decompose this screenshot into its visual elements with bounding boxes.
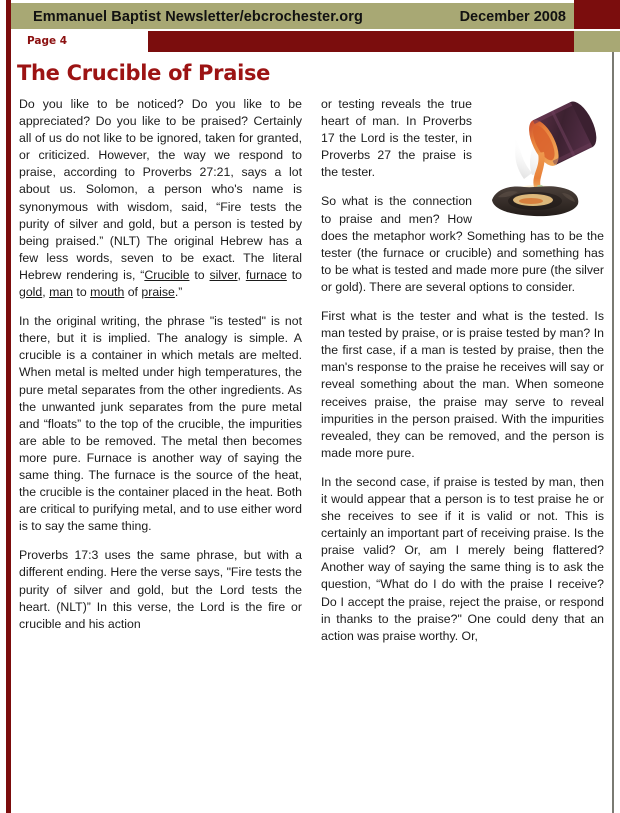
- keyword-gold: gold: [19, 285, 43, 300]
- para1-join-6: of: [124, 285, 142, 300]
- paragraph-right-3: First what is the tester and what is the tested. Is man tested by praise, or is praise tested by man? In the first case, if a man is tested by praise, then the man's response to the praise he receives will say or reveal something about the man. When someone receives praise, the praise may serve to reveal impurities in the person praised. With the impurities revealed, they can be removed, and the person is made more pure.: [321, 309, 604, 460]
- article-headline: The Crucible of Praise: [17, 61, 271, 85]
- newsletter-title: Emmanuel Baptist Newsletter/ebcrochester.org: [33, 9, 363, 25]
- keyword-man: man: [49, 285, 74, 300]
- paragraph-left-1: [19, 96, 302, 301]
- article-column-left: [19, 96, 302, 633]
- masthead: [0, 0, 620, 29]
- paragraph-right-2: So what is the connection to praise and men? How does the metaphor work? Something has to be the tester (the furnace or crucible) and something has to be what is tested and made more pure (the silver or gold). There are several options to consider.: [321, 194, 604, 294]
- keyword-silver: silver: [209, 267, 238, 282]
- para1-join-3: to: [286, 267, 302, 282]
- page-number-band: [0, 31, 620, 52]
- para1-tail: .”: [174, 285, 183, 300]
- masthead-band: [11, 3, 574, 29]
- page-number-label: Page 4: [27, 35, 68, 47]
- paragraph-left-2: In the original writing, the phrase "is tested" is not there, but it is implied. The analogy is simple. A crucible is a container in which metals are melted. When metal is melted under high temperatures, the pure metal separates from the other ingredients. As the unwanted junk separates from the pure metal and “floats” to the top of the crucible, the impurities are able to be removed. The metal then becomes more pure. Furnace is another way of saying the same thing. The furnace is the source of the heat, the crucible is the container placed in the heat. Both are critical to purifying metal, and to use either word is to say the same thing.: [19, 314, 302, 534]
- para1-join-5: to: [73, 285, 91, 300]
- para1-join-4: ,: [42, 285, 50, 300]
- left-edge-rule: [6, 0, 11, 813]
- crucible-illustration-svg: [480, 97, 604, 219]
- page-number-plate: [11, 31, 148, 52]
- paragraph-left-3: Proverbs 17:3 uses the same phrase, but with a different ending. Here the verse says, "Fire tests the purity of silver and gold, but the Lord tests the heart. (NLT)” In this verse, the Lord is the fire or crucible and his action: [19, 548, 303, 631]
- keyword-crucible: Crucible: [144, 267, 190, 282]
- keyword-furnace: furnace: [245, 267, 287, 282]
- crucible-illustration: [480, 97, 604, 219]
- issue-date: December 2008: [459, 9, 566, 25]
- para1-join-2: ,: [237, 267, 246, 282]
- masthead-accent-block: [574, 0, 620, 29]
- page-band-rule: [148, 31, 574, 52]
- paragraph-right-4: In the second case, if praise is tested by man, then it would appear that a person is to test praise he or she receives to see if it is valid or not. This is certainly an important part of receiving praise. Is the praise valid? Or, am I merely being flattered? Another way of saying the same thing is to ask the question, “What do I do with the praise I receive? Do I accept the praise, reject the praise, or respond in thanks to the praise?" One could deny that an action was praise worthy. Or,: [321, 474, 604, 643]
- keyword-praise: praise: [141, 285, 175, 300]
- para1-intro: Do you like to be noticed? Do you like to be appreciated? Do you like to be praised? Certainly all of us do not like to be ignored, taken for granted, or criticized. However, the way we respond to praise, according to Proverbs 27:21, says a lot about us. Solomon, a person who's name is synonymous with wisdom, said, “Fire tests the purity of silver and gold, but a person is tested by being praised.” (NLT) The original Hebrew has a few less words, seven to be exact. The literal Hebrew rendering is, “: [19, 97, 302, 282]
- page-band-accent-block: [574, 31, 620, 52]
- article-column-right: [321, 96, 604, 645]
- paragraph-right-1: or testing reveals the true heart of man. In Proverbs 17 the Lord is the tester, in Proverbs 27 the praise is the tester.: [321, 97, 472, 180]
- right-edge-rule: [612, 48, 614, 813]
- keyword-mouth: mouth: [90, 285, 125, 300]
- para1-join-1: to: [189, 267, 210, 282]
